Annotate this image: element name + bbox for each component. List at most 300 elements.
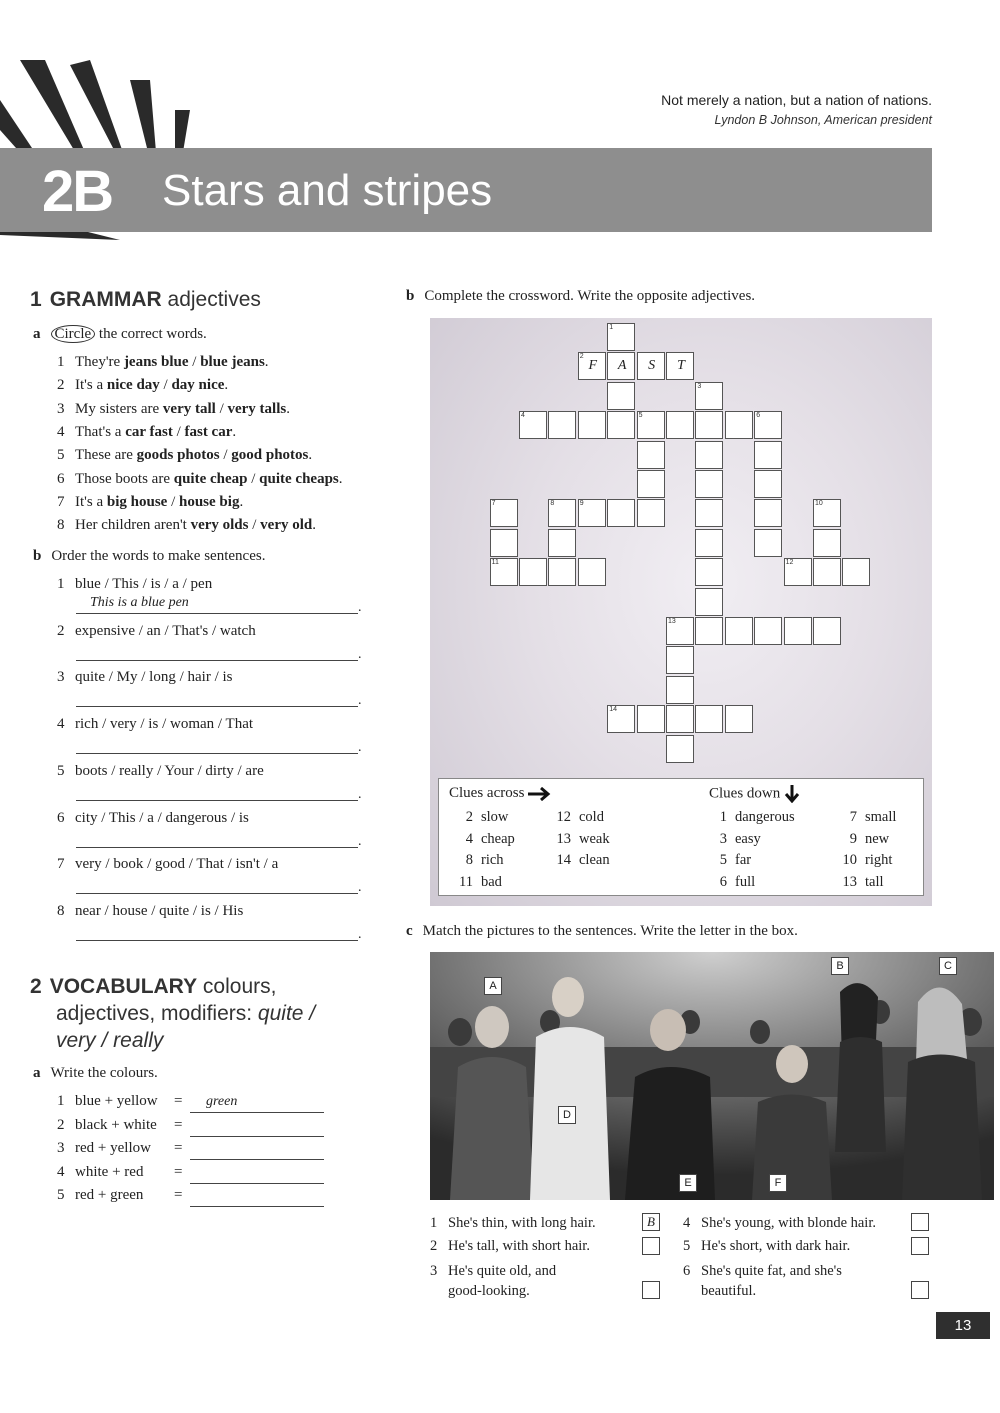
instruction-text: Complete the crossword. Write the opposite adjectives.: [424, 288, 756, 304]
arrow-down-icon: [784, 785, 800, 803]
list-item: 3 My sisters are very tall / very talls.: [57, 400, 290, 417]
cell-letter: S: [648, 358, 656, 374]
crossword-cell[interactable]: [548, 499, 576, 527]
exercise-1c-instruction: [406, 923, 798, 940]
section-subject: colours,: [202, 975, 277, 998]
crossword-cell[interactable]: [784, 617, 812, 645]
colour-sum: red + yellow: [75, 1140, 151, 1156]
full-stop: .: [358, 740, 362, 756]
sentence-end: .: [224, 377, 229, 394]
answer-line[interactable]: [190, 1141, 324, 1160]
crossword-cell[interactable]: [548, 558, 576, 586]
clue-number: 2: [465, 809, 473, 825]
option-2[interactable]: very old: [260, 517, 313, 534]
list-item: 7 It's a big house / house big.: [57, 493, 244, 510]
item-number: 8: [57, 517, 65, 534]
crossword-cell[interactable]: [695, 558, 723, 586]
list-item: 8 Her children aren't very olds / very old.: [57, 517, 316, 534]
colour-sum: white + red: [75, 1163, 144, 1180]
answer-text: [76, 782, 90, 797]
section-number: 1: [30, 288, 42, 311]
clue-word: tall: [865, 873, 884, 890]
answer-box[interactable]: B: [642, 1213, 660, 1231]
sentence-start: My sisters are: [75, 400, 163, 417]
answer-box[interactable]: [911, 1281, 929, 1299]
item-number: 4: [683, 1215, 691, 1231]
list-item: [57, 623, 256, 640]
item-number: 8: [57, 902, 65, 919]
answer-line[interactable]: [190, 1094, 324, 1113]
crossword-cell[interactable]: [578, 352, 606, 380]
crossword-cell[interactable]: [695, 470, 723, 498]
sentence-start: Those boots are: [75, 470, 174, 487]
exercise-letter: b: [406, 288, 415, 304]
match-item: [683, 1213, 876, 1233]
sentence-end: .: [239, 493, 244, 510]
crossword-cell[interactable]: [725, 411, 753, 439]
crossword-cell[interactable]: [607, 352, 635, 380]
option-1[interactable]: nice day: [106, 377, 160, 394]
match-item: [430, 1261, 556, 1301]
item-number: 4: [57, 423, 65, 440]
clue-number: 14: [556, 852, 571, 868]
sentence-start: It's a: [75, 493, 107, 510]
sentence-start: These are: [75, 447, 137, 464]
list-item: 4 That's a car fast / fast car.: [57, 423, 237, 440]
page-title: Stars and stripes: [162, 166, 493, 215]
cell-number: 5: [638, 412, 643, 420]
exercise-letter: a: [33, 326, 41, 342]
colour-sum: blue + yellow: [75, 1093, 158, 1109]
clue-number: 4: [465, 830, 473, 847]
crossword-cell[interactable]: [842, 558, 870, 586]
cell-number: 3: [697, 382, 702, 390]
exercise-letter: a: [33, 1065, 41, 1081]
clue-word: weak: [579, 830, 610, 847]
picture-label-e: E: [679, 1174, 697, 1192]
item-number: 5: [57, 762, 65, 779]
sentence-line-1: She's young, with blonde hair.: [701, 1215, 876, 1231]
clue-word: bad: [481, 873, 502, 890]
item-number: 3: [430, 1263, 438, 1279]
answer-box[interactable]: [642, 1237, 660, 1255]
picture-label-d: D: [558, 1106, 576, 1124]
option-1[interactable]: very tall: [162, 400, 216, 417]
cell-number: 9: [579, 500, 584, 508]
answer-text: [190, 1118, 206, 1133]
item-number: 6: [57, 809, 65, 826]
equals-sign: =: [174, 1116, 183, 1133]
item-number: 1: [57, 354, 65, 370]
item-number: 4: [57, 716, 65, 733]
option-2[interactable]: fast car: [184, 423, 233, 440]
crossword-cell[interactable]: [666, 735, 694, 763]
crossword-cell[interactable]: [637, 705, 665, 733]
crossword-cell[interactable]: [637, 499, 665, 527]
crossword-cell[interactable]: [490, 499, 518, 527]
colour-sum: red + green: [75, 1187, 144, 1203]
full-stop: .: [358, 833, 362, 849]
exercise-1a-instruction: [33, 326, 207, 343]
clue-word: right: [865, 852, 893, 868]
item-number: 2: [430, 1238, 438, 1254]
answer-box[interactable]: [642, 1281, 660, 1299]
crossword-cell[interactable]: [490, 558, 518, 586]
crossword-cell[interactable]: [695, 588, 723, 616]
word-prompt: rich / very / is / woman / That: [75, 716, 254, 733]
crossword-cell[interactable]: [754, 470, 782, 498]
option-2[interactable]: blue jeans: [200, 354, 265, 370]
list-item: [57, 1117, 157, 1134]
answer-line[interactable]: [76, 688, 358, 707]
crossword-cell[interactable]: [519, 558, 547, 586]
picture-label-f: F: [769, 1174, 787, 1192]
clue-number: 13: [842, 873, 857, 890]
crossword-cell[interactable]: [548, 529, 576, 557]
crossword-cell[interactable]: [666, 411, 694, 439]
item-number: 2: [57, 622, 65, 639]
list-item: 5 These are goods photos / good photos.: [57, 447, 313, 464]
section-subject-italic: very / really: [56, 1029, 164, 1052]
crossword-cell[interactable]: [666, 676, 694, 704]
crossword-cell[interactable]: [637, 470, 665, 498]
crossword-cell[interactable]: [813, 558, 841, 586]
answer-line[interactable]: [76, 782, 358, 801]
cell-number: 1: [609, 324, 614, 331]
clue-number: 7: [849, 809, 857, 825]
crossword-cell[interactable]: [813, 529, 841, 557]
match-item: [683, 1236, 850, 1256]
clue-word: new: [865, 830, 890, 847]
exercise-1b-instruction: [33, 548, 265, 565]
full-stop: .: [358, 786, 362, 802]
answer-line[interactable]: [76, 922, 358, 941]
crossword-cell[interactable]: [607, 705, 635, 733]
word-prompt: city / This / a / dangerous / is: [75, 809, 249, 826]
sentence-line-1: She's thin, with long hair.: [448, 1215, 596, 1231]
item-number: 1: [430, 1215, 438, 1231]
sentence-start: They're: [75, 354, 124, 370]
clue-number: 3: [719, 830, 727, 847]
answer-text: [76, 688, 90, 703]
cell-number: 14: [609, 706, 617, 714]
word-prompt: near / house / quite / is / His: [75, 902, 244, 919]
answer-line[interactable]: [76, 829, 358, 848]
clue-number: 13: [556, 830, 571, 847]
clue-word: small: [865, 809, 897, 825]
item-number: 4: [57, 1163, 65, 1180]
answer-box[interactable]: [911, 1213, 929, 1231]
clues-down-title: Clues down: [709, 785, 781, 802]
option-1[interactable]: jeans blue: [123, 354, 189, 370]
picture-label-c: C: [939, 957, 957, 975]
clue-word: slow: [481, 809, 509, 825]
picture-label-b: B: [831, 957, 849, 975]
crossword-cell[interactable]: [754, 529, 782, 557]
crossword-cell[interactable]: [784, 558, 812, 586]
list-item: [57, 856, 278, 873]
crossword-cell[interactable]: [695, 499, 723, 527]
sentence-end: .: [232, 423, 237, 440]
crossword-cell[interactable]: [695, 411, 723, 439]
crossword-cell[interactable]: [637, 352, 665, 380]
item-number: 1: [57, 576, 65, 592]
list-item: 2 It's a nice day / day nice.: [57, 377, 229, 394]
crossword-cell[interactable]: [548, 411, 576, 439]
quote-attribution: Lyndon B Johnson, American president: [714, 113, 932, 127]
clue-number: 10: [842, 852, 857, 868]
list-item: [57, 716, 253, 733]
sentence-line-2: beautiful.: [701, 1283, 757, 1299]
item-number: 2: [57, 1116, 65, 1133]
clue-word: full: [735, 873, 756, 890]
instruction-text: the correct words.: [98, 326, 207, 342]
answer-line[interactable]: [76, 735, 358, 754]
option-2[interactable]: house big: [179, 493, 240, 510]
answer-text: This is a blue pen: [90, 595, 189, 610]
clues-across-title: Clues across: [449, 785, 525, 801]
answer-text: [76, 922, 90, 937]
answer-text: [76, 875, 90, 890]
crossword-cell[interactable]: [607, 499, 635, 527]
option-1[interactable]: goods photos: [136, 447, 220, 464]
option-2[interactable]: very talls: [227, 400, 287, 417]
answer-line[interactable]: [190, 1165, 324, 1184]
section-keyword: GRAMMAR: [49, 288, 162, 311]
answer-line[interactable]: [76, 642, 358, 661]
word-prompt: expensive / an / That's / watch: [75, 622, 256, 639]
cell-number: 7: [491, 500, 496, 508]
item-number: 3: [57, 669, 65, 686]
sentence-line-1: She's quite fat, and she's: [701, 1263, 842, 1279]
clue-number: 6: [719, 873, 727, 890]
quote-text: Not merely a nation, but a nation of nations.: [661, 92, 932, 108]
equals-sign: =: [174, 1140, 183, 1156]
cell-letter: F: [588, 358, 598, 374]
cell-number: 8: [550, 500, 555, 508]
item-number: 6: [57, 470, 65, 487]
crossword-cell[interactable]: [754, 411, 782, 439]
clue-number: 12: [556, 809, 571, 825]
crossword-cell[interactable]: [754, 617, 782, 645]
crossword-cell[interactable]: [666, 646, 694, 674]
crossword-cell[interactable]: [578, 499, 606, 527]
word-prompt: boots / really / Your / dirty / are: [75, 762, 264, 779]
colour-sum: black + white: [75, 1116, 157, 1133]
cell-letter: A: [617, 358, 627, 374]
clue-word: far: [735, 852, 752, 868]
crossword-cell[interactable]: [666, 352, 694, 380]
cell-number: 11: [491, 559, 499, 567]
crossword-cell[interactable]: [637, 441, 665, 469]
answer-text: green: [206, 1094, 238, 1109]
crossword-cell[interactable]: [666, 705, 694, 733]
clue-number: 9: [849, 830, 857, 847]
item-number: 7: [57, 856, 65, 873]
crossword-cell[interactable]: [607, 382, 635, 410]
list-item: [57, 810, 249, 827]
list-item: [57, 1093, 158, 1110]
clue-number: 1: [719, 809, 727, 825]
item-number: 3: [57, 1140, 65, 1156]
answer-text: [76, 642, 90, 657]
full-stop: .: [358, 693, 362, 709]
clues-down-heading: [709, 785, 800, 803]
list-item: [57, 763, 264, 780]
quote-block: [661, 92, 932, 127]
full-stop: .: [358, 880, 362, 896]
instruction-text: Write the colours.: [50, 1065, 158, 1081]
section-subject: adjectives, modifiers:: [56, 1002, 258, 1025]
match-item: [430, 1236, 590, 1256]
sentence-line-1: He's quite old, and: [448, 1263, 557, 1279]
crossword-cell[interactable]: [725, 705, 753, 733]
crossword-cell[interactable]: [813, 499, 841, 527]
section-subject: adjectives: [167, 288, 261, 311]
list-item: [57, 1164, 143, 1181]
clue-word: rich: [481, 852, 504, 868]
answer-line[interactable]: [76, 875, 358, 894]
list-item: 6 Those boots are quite cheap / quite cheaps.: [57, 470, 343, 487]
crossword-cell[interactable]: [578, 411, 606, 439]
party-illustration: [430, 952, 994, 1200]
unit-number: 2B: [42, 159, 113, 224]
clue-number: 8: [465, 852, 473, 868]
answer-text: [76, 829, 90, 844]
clue-word: dangerous: [735, 809, 795, 825]
clue-word: clean: [579, 852, 610, 868]
exercise-2a-instruction: [33, 1065, 158, 1082]
exercise-letter: c: [406, 923, 413, 939]
arrow-right-icon: [528, 787, 552, 801]
clues-panel: [438, 778, 924, 896]
sentence-line-1: He's short, with dark hair.: [701, 1238, 851, 1254]
sentence-start: That's a: [75, 423, 126, 440]
answer-text: [190, 1165, 206, 1180]
section-number: 2: [30, 975, 42, 998]
crossword-cell[interactable]: [637, 411, 665, 439]
instruction-text: Match the pictures to the sentences. Write the letter in the box.: [422, 923, 798, 939]
sentence-end: .: [308, 447, 313, 464]
cell-number: 12: [785, 559, 794, 567]
exercise-1b-crossword-instruction: [406, 288, 755, 305]
sentence-line-1: He's tall, with short hair.: [448, 1238, 590, 1254]
cell-number: 13: [668, 618, 676, 625]
sentence-end: .: [312, 517, 316, 534]
item-number: 7: [57, 493, 65, 510]
crossword-cell[interactable]: [725, 617, 753, 645]
item-number: 2: [57, 377, 65, 394]
word-prompt: quite / My / long / hair / is: [75, 669, 233, 686]
clue-word: cold: [579, 809, 604, 825]
equals-sign: =: [174, 1093, 183, 1109]
item-number: 5: [57, 447, 65, 464]
cell-number: 6: [756, 412, 761, 420]
cell-letter: T: [677, 358, 685, 374]
list-item: [57, 669, 233, 686]
word-prompt: very / book / good / That / isn't / a: [75, 856, 279, 873]
crossword-cell[interactable]: [695, 529, 723, 557]
crossword-cell[interactable]: [813, 617, 841, 645]
equals-sign: =: [174, 1163, 183, 1180]
clue-word: cheap: [481, 830, 515, 847]
crossword-cell[interactable]: [607, 323, 635, 351]
clue-word: easy: [735, 830, 761, 847]
answer-line[interactable]: [190, 1188, 324, 1207]
cell-number: 4: [521, 412, 525, 420]
crossword-cell[interactable]: [695, 382, 723, 410]
option-1[interactable]: very olds: [190, 517, 249, 534]
instruction-text: Order the words to make sentences.: [51, 548, 266, 564]
full-stop: .: [358, 600, 362, 615]
full-stop: .: [358, 926, 362, 942]
list-item: [57, 903, 243, 920]
list-item: 1 They're jeans blue / blue jeans.: [57, 354, 269, 370]
crossword-cell[interactable]: [490, 529, 518, 557]
sentence-end: .: [264, 354, 269, 370]
crossword-cell[interactable]: [607, 411, 635, 439]
option-1[interactable]: car fast: [125, 423, 173, 440]
circled-word: Circle: [51, 325, 96, 343]
cell-number: 2: [579, 353, 584, 361]
item-number: 1: [57, 1093, 65, 1109]
party-scene-image: [430, 952, 994, 1200]
option-1[interactable]: big house: [106, 493, 168, 510]
section-subject-italic: quite /: [257, 1002, 316, 1025]
answer-text: [190, 1188, 206, 1203]
word-prompt: blue / This / is / a / pen: [75, 576, 213, 592]
list-item: [57, 576, 212, 593]
option-2[interactable]: day nice: [171, 377, 225, 394]
answer-box[interactable]: [911, 1237, 929, 1255]
sentence-start: It's a: [75, 377, 107, 394]
item-number: 3: [57, 400, 65, 417]
match-item: [430, 1213, 596, 1233]
item-number: 5: [57, 1187, 65, 1203]
answer-line[interactable]: [76, 595, 358, 614]
section-keyword: VOCABULARY: [49, 975, 198, 998]
sentence-start: Her children aren't: [75, 517, 191, 534]
item-number: 6: [683, 1263, 691, 1279]
option-1[interactable]: quite cheap: [173, 470, 248, 487]
option-2[interactable]: quite cheaps: [259, 470, 339, 487]
crossword-cell[interactable]: [519, 411, 547, 439]
crossword-cell[interactable]: [695, 617, 723, 645]
answer-text: [76, 735, 90, 750]
list-item: [57, 1187, 143, 1204]
picture-label-a: A: [484, 977, 502, 995]
answer-line[interactable]: [190, 1118, 324, 1137]
full-stop: .: [358, 646, 362, 662]
list-item: [57, 1140, 151, 1157]
option-2[interactable]: good photos: [231, 447, 309, 464]
crossword-cell[interactable]: [695, 441, 723, 469]
crossword-cell[interactable]: [754, 499, 782, 527]
sentence-line-2: good-looking.: [448, 1283, 530, 1299]
crossword-cell[interactable]: [578, 558, 606, 586]
cell-number: 10: [815, 500, 823, 508]
section-2-heading: [30, 973, 360, 1054]
sentence-end: .: [338, 470, 343, 487]
answer-text: [190, 1141, 206, 1156]
crossword-cell[interactable]: [754, 441, 782, 469]
exercise-letter: b: [33, 548, 42, 564]
sentence-end: .: [286, 400, 290, 417]
crossword-cell[interactable]: [666, 617, 694, 645]
item-number: 5: [683, 1238, 691, 1254]
crossword-cell[interactable]: [695, 705, 723, 733]
match-item: [683, 1261, 842, 1301]
